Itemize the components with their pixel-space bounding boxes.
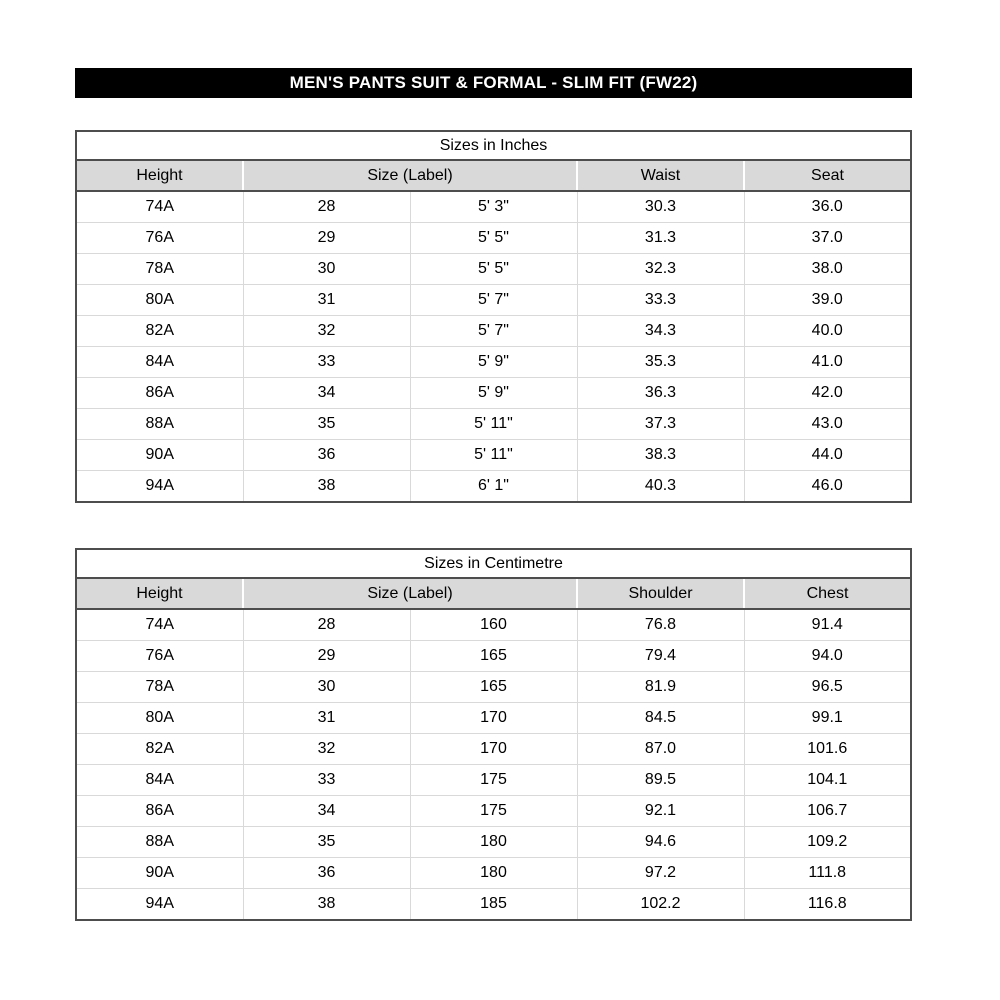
table-cell: 175	[410, 765, 577, 796]
table-cell: 33	[243, 765, 410, 796]
table-row	[76, 672, 911, 703]
table-cell: 82A	[76, 316, 243, 347]
table-cell: 81.9	[577, 672, 744, 703]
table-cell: 33.3	[577, 285, 744, 316]
table-cell: 84.5	[577, 703, 744, 734]
table-row	[76, 409, 911, 440]
table-cell: 44.0	[744, 440, 911, 471]
table-cell: 160	[410, 609, 577, 641]
table-row	[76, 889, 911, 921]
table-cell: 34	[243, 796, 410, 827]
table-cell: 165	[410, 672, 577, 703]
table-cell: 31	[243, 703, 410, 734]
table-cell: 35	[243, 827, 410, 858]
table-cell: 5' 5"	[410, 254, 577, 285]
table-cell: 94.6	[577, 827, 744, 858]
table-cell: 42.0	[744, 378, 911, 409]
table-row	[76, 471, 911, 503]
column-header-size-label: Size (Label)	[243, 160, 577, 191]
table-cell: 32.3	[577, 254, 744, 285]
table-cell: 74A	[76, 191, 243, 223]
title-banner-text: MEN'S PANTS SUIT & FORMAL - SLIM FIT (FW22)	[289, 73, 698, 92]
table-row	[76, 440, 911, 471]
table-cell: 76A	[76, 223, 243, 254]
table-cell: 97.2	[577, 858, 744, 889]
table-cell: 78A	[76, 672, 243, 703]
table-header-row	[76, 160, 911, 191]
title-banner	[75, 68, 912, 98]
table-cell: 175	[410, 796, 577, 827]
table-cell: 111.8	[744, 858, 911, 889]
column-header-seat: Seat	[744, 160, 911, 191]
table-row	[76, 827, 911, 858]
table-cell: 40.0	[744, 316, 911, 347]
table-cell: 5' 5"	[410, 223, 577, 254]
table-cell: 46.0	[744, 471, 911, 503]
table-cell: 76.8	[577, 609, 744, 641]
table-cell: 38.3	[577, 440, 744, 471]
table-row	[76, 734, 911, 765]
table-cell: 32	[243, 734, 410, 765]
table-cell: 92.1	[577, 796, 744, 827]
table-row	[76, 254, 911, 285]
table-title-row	[76, 131, 911, 160]
column-header-height: Height	[76, 160, 243, 191]
table-cell: 5' 7"	[410, 316, 577, 347]
table-cell: 38	[243, 471, 410, 503]
table-cell: 40.3	[577, 471, 744, 503]
table-row	[76, 796, 911, 827]
table-cell: 106.7	[744, 796, 911, 827]
table-row	[76, 191, 911, 223]
table-cell: 86A	[76, 378, 243, 409]
column-header-shoulder: Shoulder	[577, 578, 744, 609]
table-row	[76, 378, 911, 409]
column-header-height: Height	[76, 578, 243, 609]
table-cell: 43.0	[744, 409, 911, 440]
table-cell: 32	[243, 316, 410, 347]
table-cell: 5' 9"	[410, 347, 577, 378]
table-cell: 116.8	[744, 889, 911, 921]
table-row	[76, 858, 911, 889]
sizes-in-centimetre-section	[75, 548, 912, 921]
table-cell: 94A	[76, 889, 243, 921]
table-cell: 30	[243, 672, 410, 703]
sizes-in-centimetre-table	[75, 548, 912, 921]
table-cell: 94.0	[744, 641, 911, 672]
table-row	[76, 223, 911, 254]
table-cell: 5' 3"	[410, 191, 577, 223]
table-cell: 34.3	[577, 316, 744, 347]
table-row	[76, 285, 911, 316]
table-cell: 87.0	[577, 734, 744, 765]
table-cell: 89.5	[577, 765, 744, 796]
table-cell: 94A	[76, 471, 243, 503]
table-cell: 109.2	[744, 827, 911, 858]
table-cell: 74A	[76, 609, 243, 641]
table-cell: 37.3	[577, 409, 744, 440]
table-cell: 90A	[76, 858, 243, 889]
table-cell: 31	[243, 285, 410, 316]
table-cell: 90A	[76, 440, 243, 471]
table-cell: 96.5	[744, 672, 911, 703]
table-cell: 41.0	[744, 347, 911, 378]
column-header-size-label: Size (Label)	[243, 578, 577, 609]
table-cell: 170	[410, 734, 577, 765]
table-cell: 38	[243, 889, 410, 921]
table-row	[76, 703, 911, 734]
table-cell: 37.0	[744, 223, 911, 254]
table-cell: 88A	[76, 827, 243, 858]
table-cell: 36.3	[577, 378, 744, 409]
table-cell: 39.0	[744, 285, 911, 316]
table-title-row	[76, 549, 911, 578]
table-row	[76, 316, 911, 347]
table-row	[76, 765, 911, 796]
table-cell: 30.3	[577, 191, 744, 223]
column-header-waist: Waist	[577, 160, 744, 191]
table-cell: 35	[243, 409, 410, 440]
table-cell: 170	[410, 703, 577, 734]
table-cell: 76A	[76, 641, 243, 672]
table-cell: 165	[410, 641, 577, 672]
table-cell: 31.3	[577, 223, 744, 254]
table-row	[76, 641, 911, 672]
table-cell: 36	[243, 440, 410, 471]
table-cell: 88A	[76, 409, 243, 440]
table-cell: 28	[243, 609, 410, 641]
table-row	[76, 347, 911, 378]
table-cell: 84A	[76, 347, 243, 378]
sizes-in-inches-section	[75, 130, 912, 503]
table-cell: 102.2	[577, 889, 744, 921]
table-cell: 101.6	[744, 734, 911, 765]
table-cell: 36	[243, 858, 410, 889]
sizes-in-inches-table	[75, 130, 912, 503]
table-cell: 38.0	[744, 254, 911, 285]
table-cell: 35.3	[577, 347, 744, 378]
table-cell: 91.4	[744, 609, 911, 641]
table-cell: 86A	[76, 796, 243, 827]
table-cell: 5' 11"	[410, 440, 577, 471]
table-cell: 84A	[76, 765, 243, 796]
table-cell: 180	[410, 827, 577, 858]
table-cell: 30	[243, 254, 410, 285]
table-cell: 6' 1"	[410, 471, 577, 503]
table-cell: 36.0	[744, 191, 911, 223]
table-cell: 79.4	[577, 641, 744, 672]
table-cell: 82A	[76, 734, 243, 765]
table-cell: 80A	[76, 703, 243, 734]
table-cell: 29	[243, 223, 410, 254]
table-title: Sizes in Centimetre	[76, 549, 911, 578]
table-cell: 5' 9"	[410, 378, 577, 409]
table-cell: 185	[410, 889, 577, 921]
table-cell: 5' 11"	[410, 409, 577, 440]
table-cell: 28	[243, 191, 410, 223]
table-header-row	[76, 578, 911, 609]
table-cell: 29	[243, 641, 410, 672]
table-row	[76, 609, 911, 641]
table-cell: 99.1	[744, 703, 911, 734]
table-cell: 78A	[76, 254, 243, 285]
table-cell: 5' 7"	[410, 285, 577, 316]
table-cell: 180	[410, 858, 577, 889]
table-cell: 80A	[76, 285, 243, 316]
table-cell: 104.1	[744, 765, 911, 796]
table-cell: 34	[243, 378, 410, 409]
table-cell: 33	[243, 347, 410, 378]
column-header-chest: Chest	[744, 578, 911, 609]
table-title: Sizes in Inches	[76, 131, 911, 160]
